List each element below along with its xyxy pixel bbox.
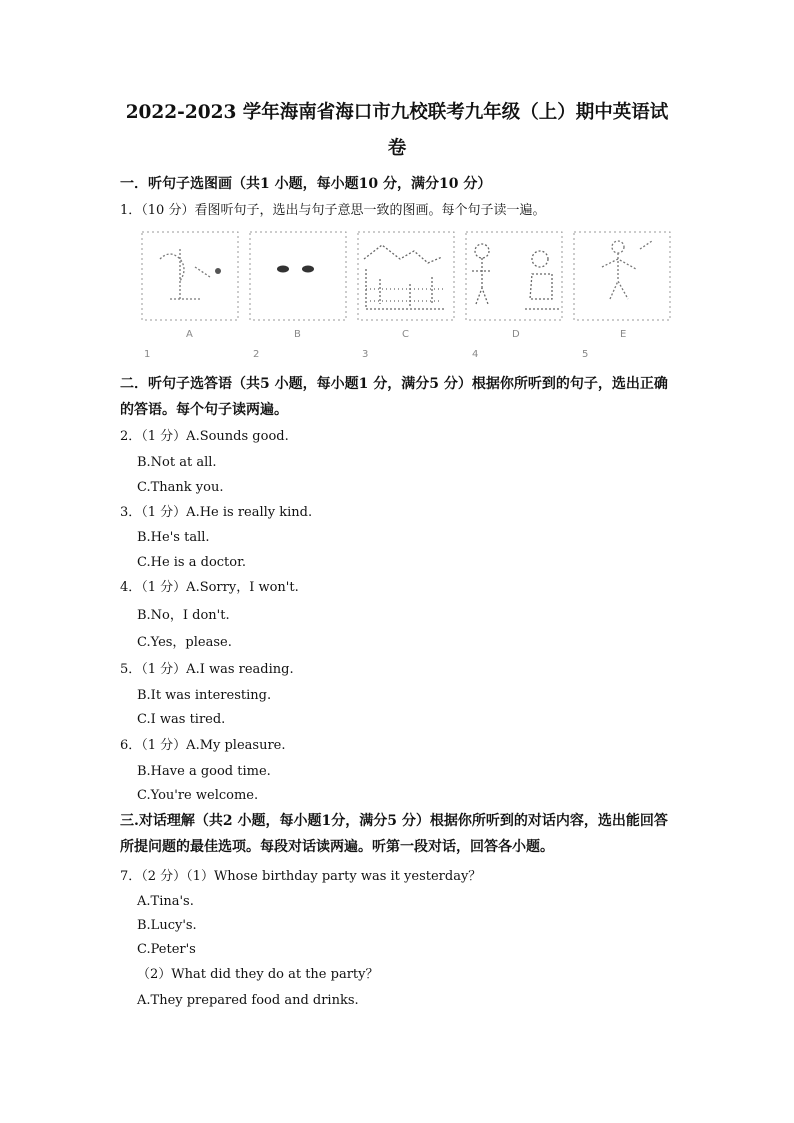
- picture-d: [472, 244, 560, 309]
- question-7-sub-2-option-a: A.They prepared food and drinks.: [137, 993, 359, 1008]
- title-line-2: 卷: [387, 138, 407, 159]
- question-6-stem: 6．（1 分）A.My pleasure.: [120, 738, 286, 753]
- picture-numbers: [144, 349, 588, 360]
- picture-letters: [186, 329, 626, 340]
- question-4-option-c: C.Yes，please.: [137, 635, 232, 650]
- section-2-heading-line-1: 二．听句子选答语（共5 小题，每小题1 分，满分5 分）根据你所听到的句子，选出正确: [120, 376, 668, 392]
- picture-letter-c: C: [402, 329, 409, 340]
- question-7-sub-2: （2）What did they do at the party？: [137, 967, 379, 982]
- question-3-stem: 3．（1 分）A.He is really kind.: [120, 505, 313, 520]
- question-6-option-c: C.You're welcome.: [137, 788, 259, 803]
- section-3-heading: [120, 808, 680, 860]
- picture-number-5: 5: [582, 349, 589, 360]
- question-5-stem: 5．（1 分）A.I was reading.: [120, 662, 294, 677]
- section-3-heading-line-2: 所提问题的最佳选项。每段对话读两遍。听第一段对话，回答各小题。: [120, 839, 554, 855]
- question-3-option-b: B.He's tall.: [137, 530, 210, 545]
- question-7-option-b: B.Lucy's.: [137, 918, 197, 933]
- picture-letter-b: B: [294, 329, 301, 340]
- question-4-option-b: B.No，I don't.: [137, 608, 230, 623]
- page-title: [100, 95, 694, 167]
- question-2-option-c: C.Thank you.: [137, 480, 224, 495]
- question-2-option-b: B.Not at all.: [137, 455, 217, 470]
- section-1-heading: 一．听句子选图画（共1 小题，每小题10 分，满分10 分）: [120, 176, 492, 192]
- question-7-option-c: C.Peter's: [137, 942, 196, 957]
- picture-number-3: 3: [362, 349, 369, 360]
- question-4-stem: 4．（1 分）A.Sorry，I won't.: [120, 580, 299, 595]
- picture-options: [140, 229, 674, 364]
- picture-letter-d: D: [512, 329, 520, 340]
- picture-number-4: 4: [472, 349, 479, 360]
- section-3-heading-line-1: 三.对话理解（共2 小题，每小题1分，满分5 分）根据你所听到的对话内容，选出能回答: [120, 813, 668, 829]
- picture-number-2: 2: [253, 349, 260, 360]
- section-2-heading: [120, 371, 680, 423]
- question-5-option-c: C.I was tired.: [137, 712, 226, 727]
- picture-c: [364, 245, 446, 309]
- picture-a: [160, 249, 221, 299]
- question-7-option-a: A.Tina's.: [137, 894, 194, 909]
- question-3-option-c: C.He is a doctor.: [137, 555, 247, 570]
- picture-letter-e: E: [620, 329, 627, 340]
- picture-strip: [140, 229, 674, 364]
- title-line-1: 2022-2023 学年海南省海口市九校联考九年级（上）期中英语试: [125, 102, 669, 123]
- section-2-heading-line-2: 的答语。每个句子读两遍。: [120, 402, 288, 418]
- picture-number-1: 1: [144, 349, 151, 360]
- picture-b: [277, 266, 314, 273]
- question-7-stem: 7．（2 分）（1）Whose birthday party was it yesterday？: [120, 869, 482, 884]
- picture-letter-a: A: [186, 329, 193, 340]
- question-6-option-b: B.Have a good time.: [137, 764, 271, 779]
- question-5-option-b: B.It was interesting.: [137, 688, 272, 703]
- picture-e: [602, 241, 652, 299]
- question-2-stem: 2．（1 分）A.Sounds good.: [120, 429, 289, 444]
- question-1: 1．（10 分）看图听句子，选出与句子意思一致的图画。每个句子读一遍。: [120, 203, 546, 218]
